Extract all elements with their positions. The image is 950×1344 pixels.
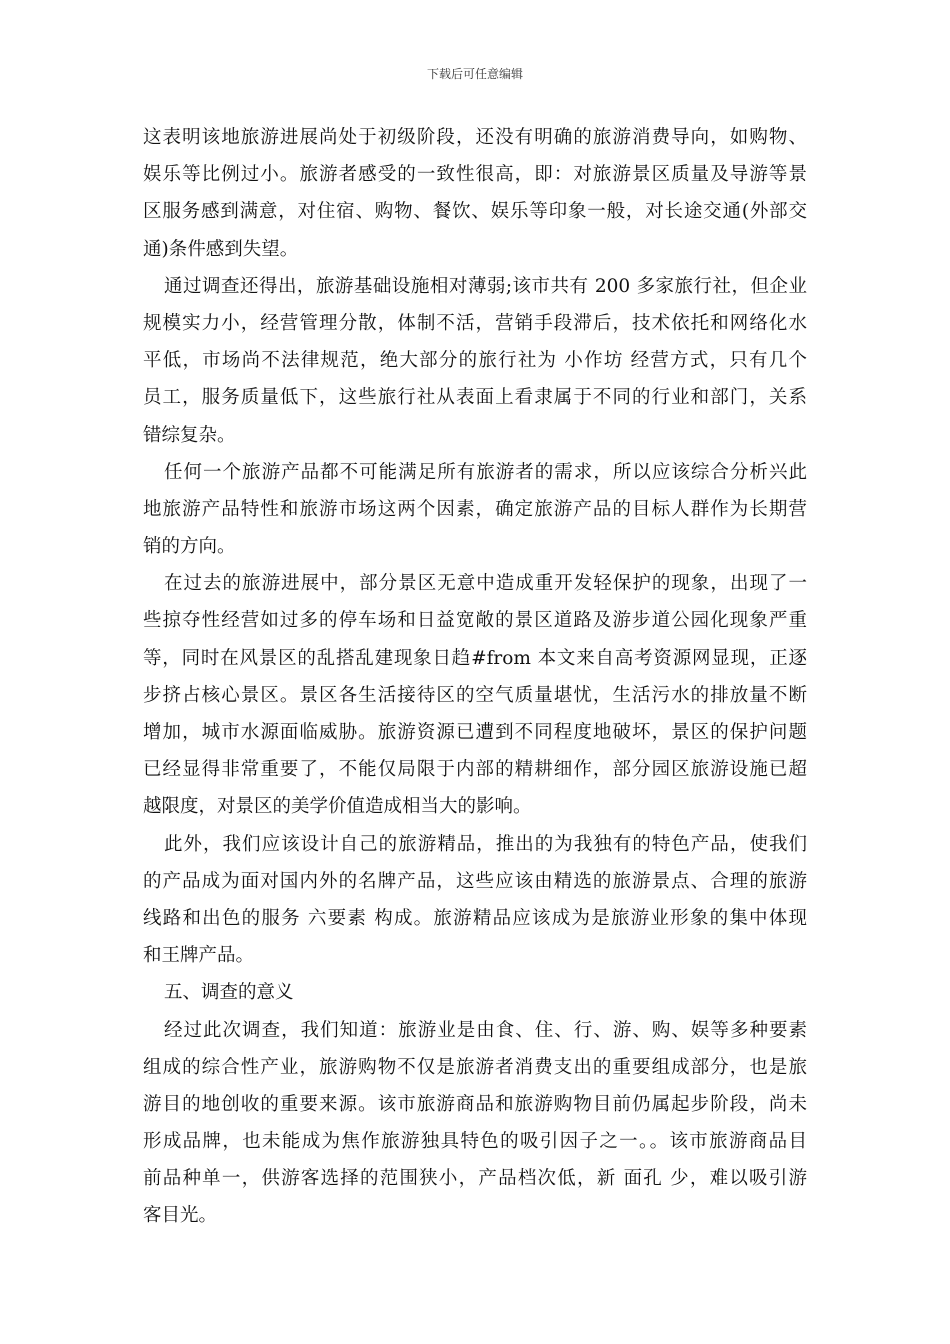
text-line: 线路和出色的服务 六要素 构成。旅游精品应该成为是旅游业形象的集中体现 (143, 907, 807, 929)
text-line: 的产品成为面对国内外的名牌产品，这些应该由精选的旅游景点、合理的旅游 (143, 870, 807, 892)
text-line: 这表明该地旅游进展尚处于初级阶段，还没有明确的旅游消费导向，如购物、 (143, 127, 807, 148)
text-line: 等，同时在风景区的乱搭乱建现象日趋#from 本文来自高考资源网显现，正逐 (143, 647, 807, 669)
paragraph-2 (143, 268, 807, 454)
text-line: 游目的地创收的重要来源。该市旅游商品和旅游购物目前仍属起步阶段，尚未 (143, 1093, 807, 1115)
text-line: 已经显得非常重要了，不能仅局限于内部的精耕细作，部分园区旅游设施已超 (143, 759, 807, 781)
text-line: 平低，市场尚不法律规范，绝大部分的旅行社为 小作坊 经营方式，只有几个 (143, 350, 807, 372)
text-line: 步挤占核心景区。景区各生活接待区的空气质量堪忧，生活污水的排放量不断 (143, 684, 807, 706)
text-line: 区服务感到满意，对住宿、购物、餐饮、娱乐等印象一般，对长途交通(外部交 (143, 201, 807, 223)
text-line: 错综复杂。 (143, 424, 236, 446)
section-title: 五、调查的意义 (164, 982, 294, 1004)
text-line: 任何一个旅游产品都不可能满足所有旅游者的需求，所以应该综合分析兴此 (164, 461, 807, 483)
text-line: 在过去的旅游进展中，部分景区无意中造成重开发轻保护的现象，出现了一 (164, 573, 807, 595)
text-line: 客目光。 (143, 1205, 218, 1227)
text-line: 增加，城市水源面临威胁。旅游资源已遭到不同程度地破坏，景区的保护问题 (143, 722, 807, 743)
text-line: 销的方向。 (143, 536, 236, 558)
paragraph-5 (143, 826, 807, 975)
text-line: 通)条件感到失望。 (143, 238, 299, 260)
text-line: 通过调查还得出，旅游基础设施相对薄弱;该市共有 200 多家旅行社，但企业 (164, 275, 807, 297)
text-line: 经过此次调查，我们知道：旅游业是由食、住、行、游、购、娱等多种要素 (164, 1019, 807, 1041)
text-line: 和王牌产品。 (143, 945, 255, 967)
text-line: 规模实力小，经营管理分散，体制不活，营销手段滞后，技术依托和网络化水 (143, 312, 807, 334)
paragraph-4 (143, 565, 807, 825)
paragraph-1 (143, 119, 807, 268)
text-line: 此外，我们应该设计自己的旅游精品，推出的为我独有的特色产品，使我们 (164, 833, 807, 855)
text-line: 些掠夺性经营如过多的停车场和日益宽敞的景区道路及游步道公园化现象严重 (143, 610, 807, 632)
section-heading (143, 974, 807, 1011)
text-line: 越限度，对景区的美学价值造成相当大的影响。 (143, 796, 532, 818)
text-line: 娱乐等比例过小。旅游者感受的一致性很高，即：对旅游景区质量及导游等景 (143, 164, 807, 186)
page-header: 下载后可任意编辑 (426, 67, 523, 81)
paragraph-6 (143, 1012, 807, 1235)
text-line: 形成品牌，也未能成为焦作旅游独具特色的吸引因子之一。。该市旅游商品目 (143, 1131, 807, 1153)
text-line: 员工，服务质量低下，这些旅行社从表面上看隶属于不同的行业和部门，关系 (143, 387, 807, 409)
text-line: 前品种单一，供游客选择的范围狭小，产品档次低，新 面孔 少，难以吸引游 (143, 1168, 807, 1190)
text-line: 地旅游产品特性和旅游市场这两个因素，确定旅游产品的目标人群作为长期营 (143, 498, 807, 520)
document-body (143, 119, 807, 1235)
paragraph-3 (143, 454, 807, 566)
text-line: 组成的综合性产业，旅游购物不仅是旅游者消费支出的重要组成部分，也是旅 (143, 1056, 807, 1078)
